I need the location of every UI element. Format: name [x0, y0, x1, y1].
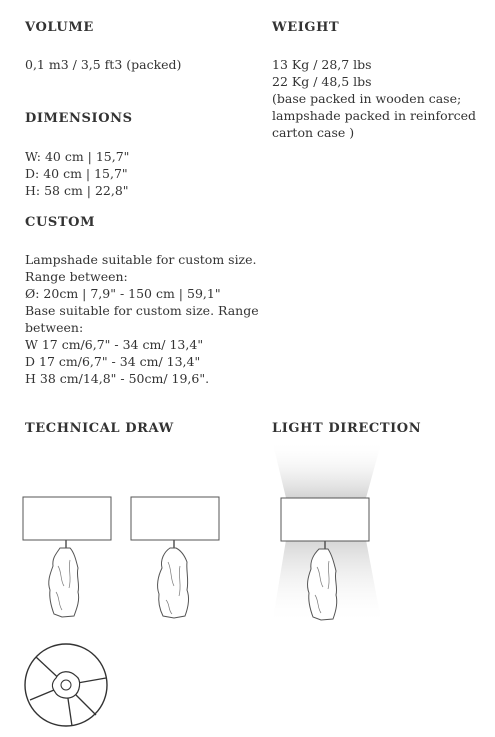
dimensions-heading: DIMENSIONS [25, 111, 133, 126]
weight-line: 22 Kg / 48,5 lbs [272, 74, 372, 89]
custom-line: Range between: [25, 269, 128, 284]
custom-line: W 17 cm/6,7" - 34 cm/ 13,4" [25, 337, 204, 352]
weight-block [272, 56, 476, 141]
custom-line: Base suitable for custom size. Range [25, 303, 259, 318]
weight-line: 13 Kg / 28,7 lbs [272, 57, 372, 72]
light-direction-drawing-icon [272, 440, 382, 630]
dimension-line: W: 40 cm | 15,7" [25, 149, 130, 164]
light-direction-heading: LIGHT DIRECTION [272, 421, 422, 436]
custom-line: Lampshade suitable for custom size. [25, 252, 257, 267]
custom-line: between: [25, 320, 84, 335]
weight-heading: WEIGHT [272, 20, 340, 35]
weight-line: (base packed in wooden case; [272, 91, 462, 106]
technical-draw-heading: TECHNICAL DRAW [25, 421, 174, 436]
custom-line: D 17 cm/6,7" - 34 cm/ 13,4" [25, 354, 201, 369]
lamp-front-view-drawing-icon [22, 496, 114, 626]
dimension-line: D: 40 cm | 15,7" [25, 166, 128, 181]
custom-block [25, 251, 259, 387]
volume-heading: VOLUME [25, 20, 94, 35]
volume-value: 0,1 m3 / 3,5 ft3 (packed) [25, 57, 182, 72]
weight-line: lampshade packed in reinforced [272, 108, 476, 123]
lamp-side-view-drawing-icon [130, 496, 222, 626]
dimension-line: H: 58 cm | 22,8" [25, 183, 129, 198]
custom-line: H 38 cm/14,8" - 50cm/ 19,6". [25, 371, 210, 386]
dimensions-block [25, 148, 129, 199]
lamp-top-view-drawing-icon [22, 640, 112, 730]
custom-line: Ø: 20cm | 7,9" - 150 cm | 59,1" [25, 286, 221, 301]
custom-heading: CUSTOM [25, 215, 96, 230]
weight-line: carton case ) [272, 125, 355, 140]
